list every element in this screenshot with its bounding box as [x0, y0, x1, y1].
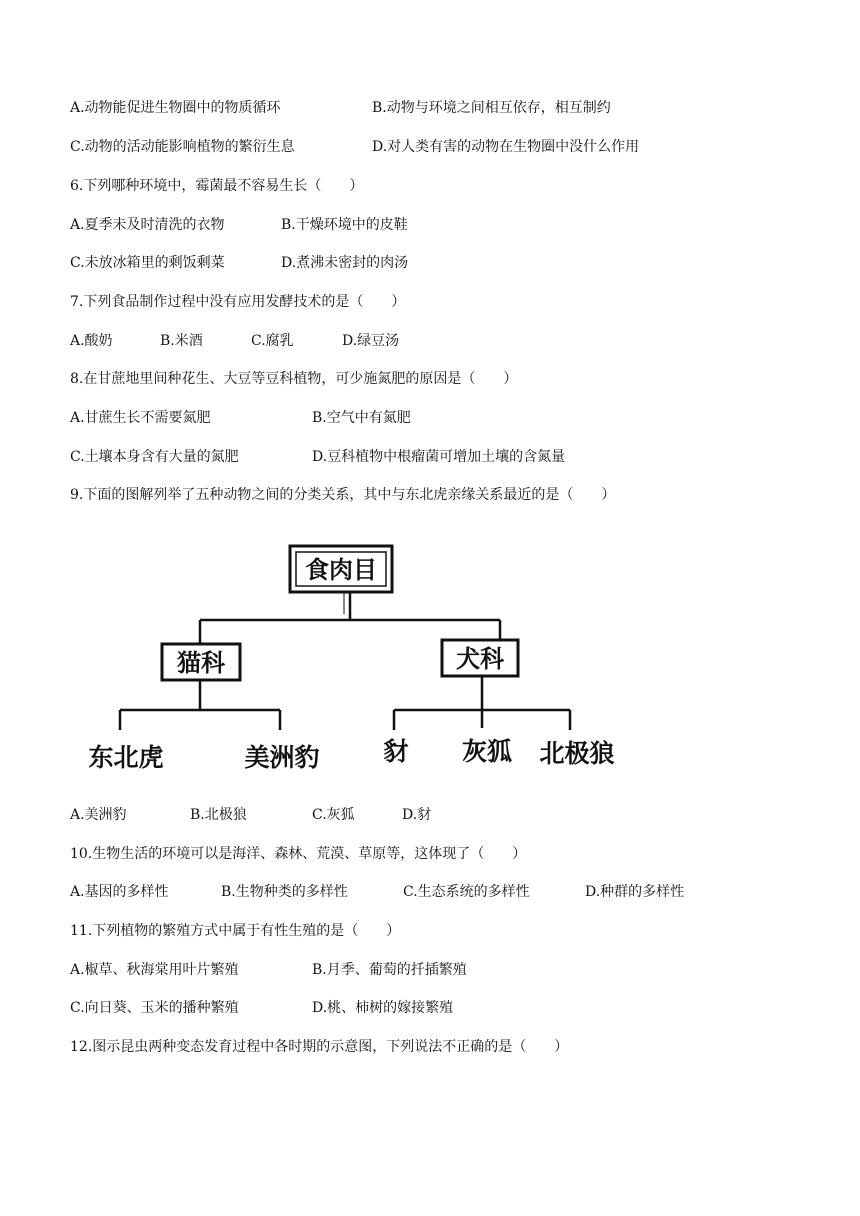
cat-member-2: 美洲豹 [244, 743, 320, 772]
q5-option-d: D.对人类有害的动物在生物圈中没什么作用 [372, 139, 640, 155]
q8-option-d: D.豆科植物中根瘤菌可增加土壤的含氮量 [312, 449, 566, 465]
classification-diagram [70, 528, 650, 778]
q8-option-b: B.空气中有氮肥 [312, 410, 411, 426]
q10-stem: 10.生物生活的环境可以是海洋、森林、荒漠、草原等，这体现了（ ） [70, 846, 527, 862]
q9-option-a: A.美洲豹 [70, 807, 127, 823]
q6-option-c: C.未放冰箱里的剩饭剩菜 [70, 255, 225, 271]
q7-stem: 7.下列食品制作过程中没有应用发酵技术的是（ ） [70, 294, 406, 310]
dog-member-2: 灰狐 [461, 737, 513, 766]
q11-option-c: C.向日葵、玉米的播种繁殖 [70, 1000, 239, 1016]
q11-option-a: A.椒草、秋海棠用叶片繁殖 [70, 962, 239, 978]
q11-option-d: D.桃、柿树的嫁接繁殖 [312, 1000, 454, 1016]
cat-member-1: 东北虎 [88, 743, 164, 772]
q6-option-a: A.夏季未及时清洗的衣物 [70, 217, 225, 233]
q5-option-a: A.动物能促进生物圈中的物质循环 [70, 100, 281, 116]
q8-option-a: A.甘蔗生长不需要氮肥 [70, 410, 211, 426]
q7-option-b: B.米酒 [160, 333, 203, 349]
q7-option-d: D.绿豆汤 [342, 333, 400, 349]
q6-option-b: B.干燥环境中的皮鞋 [281, 217, 408, 233]
q6-option-d: D.煮沸未密封的肉汤 [281, 255, 409, 271]
dog-member-1: 豺 [383, 737, 409, 766]
q7-option-c: C.腐乳 [251, 333, 294, 349]
q11-stem: 11.下列植物的繁殖方式中属于有性生殖的是（ ） [70, 923, 401, 939]
dog-member-3: 北极狼 [539, 739, 615, 768]
root-label: 食肉目 [305, 556, 377, 584]
dog-family-label: 犬科 [456, 645, 504, 673]
cat-family-label: 猫科 [177, 649, 225, 677]
q10-option-b: B.生物种类的多样性 [221, 884, 348, 900]
q5-option-c: C.动物的活动能影响植物的繁衍生息 [70, 139, 295, 155]
q9-option-c: C.灰狐 [312, 807, 355, 823]
q12-stem: 12.图示昆虫两种变态发育过程中各时期的示意图，下列说法不正确的是（ ） [70, 1039, 569, 1055]
q10-option-d: D.种群的多样性 [585, 884, 685, 900]
q11-option-b: B.月季、葡萄的扦插繁殖 [312, 962, 467, 978]
q5-option-b: B.动物与环境之间相互依存，相互制约 [372, 100, 611, 116]
q8-stem: 8.在甘蔗地里间种花生、大豆等豆科植物，可少施氮肥的原因是（ ） [70, 371, 518, 387]
q9-stem: 9.下面的图解列举了五种动物之间的分类关系，其中与东北虎亲缘关系最近的是（ ） [70, 487, 616, 503]
q7-option-a: A.酸奶 [70, 333, 113, 349]
q10-option-a: A.基因的多样性 [70, 884, 169, 900]
q9-option-b: B.北极狼 [190, 807, 247, 823]
q6-stem: 6.下列哪种环境中，霉菌最不容易生长（ ） [70, 178, 364, 194]
q8-option-c: C.土壤本身含有大量的氮肥 [70, 449, 239, 465]
q10-option-c: C.生态系统的多样性 [403, 884, 530, 900]
q9-option-d: D.豺 [402, 807, 432, 823]
